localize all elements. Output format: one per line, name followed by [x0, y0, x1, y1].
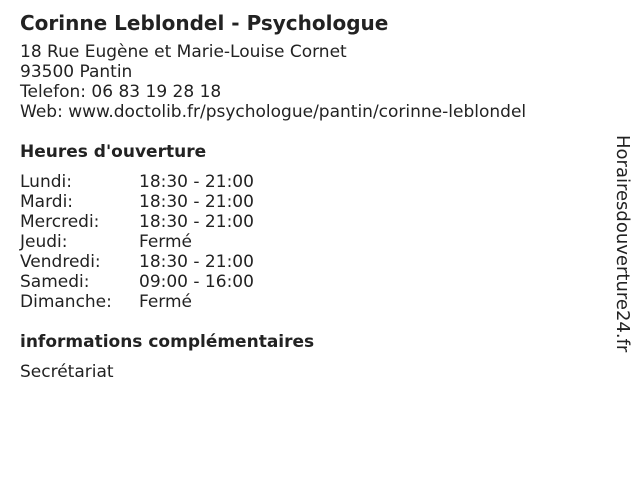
hours-row-vendredi	[20, 252, 600, 272]
hours-row-dimanche	[20, 292, 600, 312]
hours-time: Fermé	[139, 232, 193, 252]
hours-time: 18:30 - 21:00	[139, 192, 254, 212]
hours-day: Mercredi:	[20, 212, 100, 232]
website-url: Web: www.doctolib.fr/psychologue/pantin/corinne-leblondel	[20, 102, 527, 122]
hours-day: Dimanche:	[20, 292, 112, 312]
hours-time: 18:30 - 21:00	[139, 212, 254, 232]
hours-time: 18:30 - 21:00	[139, 172, 254, 192]
business-card	[20, 10, 600, 382]
hours-row-jeudi	[20, 232, 600, 252]
street-address: 18 Rue Eugène et Marie-Louise Cornet	[20, 42, 347, 62]
hours-time: 18:30 - 21:00	[139, 252, 254, 272]
hours-day: Vendredi:	[20, 252, 101, 272]
address-block	[20, 42, 600, 122]
hours-row-mardi	[20, 192, 600, 212]
phone-number: Telefon: 06 83 19 28 18	[20, 82, 222, 102]
page-title: Corinne Leblondel - Psychologue	[20, 11, 389, 35]
additional-info-text: Secrétariat	[20, 362, 114, 382]
hours-row-samedi	[20, 272, 600, 292]
hours-time: 09:00 - 16:00	[139, 272, 254, 292]
opening-hours-heading: Heures d'ouverture	[20, 142, 207, 162]
hours-day: Samedi:	[20, 272, 90, 292]
hours-row-lundi	[20, 172, 600, 192]
site-watermark: Horairesdouverture24.fr	[612, 135, 633, 353]
hours-row-mercredi	[20, 212, 600, 232]
hours-day: Lundi:	[20, 172, 72, 192]
opening-hours-table	[20, 172, 600, 312]
hours-day: Jeudi:	[20, 232, 68, 252]
hours-time: Fermé	[139, 292, 193, 312]
additional-info-heading: informations complémentaires	[20, 332, 315, 352]
hours-day: Mardi:	[20, 192, 74, 212]
city-postal: 93500 Pantin	[20, 62, 133, 82]
